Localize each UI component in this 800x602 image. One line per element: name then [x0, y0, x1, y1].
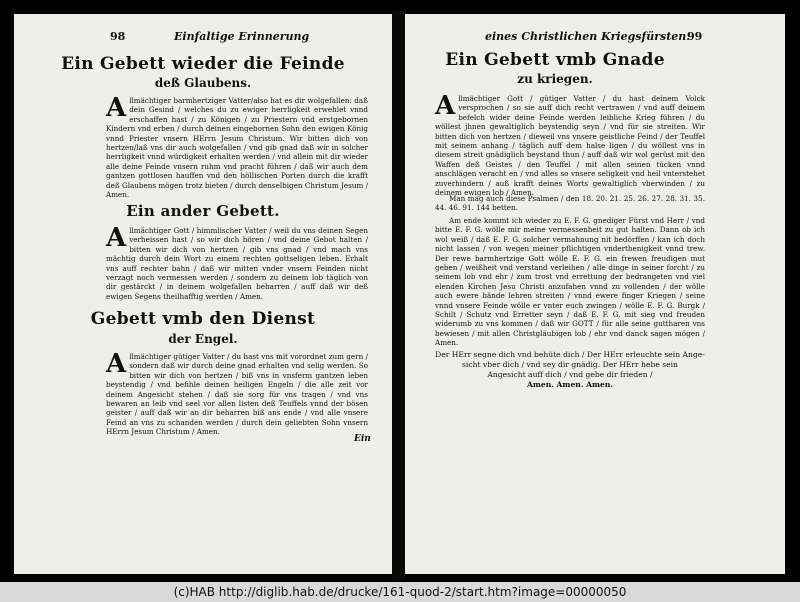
attribution-footer: (c)HAB http://diglib.hab.de/drucke/161-quod-2/start.htm?image=00000050	[0, 582, 800, 602]
prayer1-subtitle: deß Glaubens.	[154, 76, 252, 90]
blessing-line-3: Angesicht auff dich / vnd gebe dir frieden /	[487, 370, 653, 379]
psalms-note: Man mag auch diese Psalmen / den 18. 20. 21. 25. 26. 27. 28. 31. 35. 44. 46. 91. 144 betten.	[435, 194, 705, 213]
prayer1-text: llmächtiger barmhertziger Vatter/also hat es dir wolgefallen: daß dein Gesind / welches du zu ewiger herrligkeit erwehlet vnnd erschaffen hast / zu Königen / zu Priestern vnd erstgebornen Kindern vnd erben / durch deinen eingebornen Sohn den ewigen König vnnd Priester vnsern HErrn Jesum Christum. Wir bitten dich von hertzen/laß vns dir auch wolgefallen / vnd gib gnad daß wir in solcher herrligkeit vnnd würdigkeit erhalten werden / vnd allein mit dir wieder alle deine Feinde vnsern ruhm vnd pracht führen / daß wir auch dem gantzen gottlosen hauffen vnd den höllischen Porten durch die krafft deß Glaubens mögen trotz bieten / durch denselbigen Christum Jesum / Amen.	[106, 96, 368, 200]
blessing-line-4: Amen. Amen. Amen.	[526, 380, 614, 389]
prayer3-title: Gebett vmb den Dienst	[90, 309, 316, 329]
blessing-line-1: Der HErr segne dich vnd behüte dich / Der HErr erleuchte sein Ange-	[435, 350, 705, 359]
prayer1-drop-cap: A	[106, 93, 127, 123]
right-prayer-body	[435, 91, 705, 198]
left-catchword: Ein	[354, 434, 371, 444]
book-gutter	[392, 10, 405, 580]
prayer2-title: Ein ander Gebett.	[126, 202, 280, 220]
right-running-head: eines Christlichen Kriegsfürsten.	[485, 30, 691, 43]
prayer1-title: Ein Gebett wieder die Feinde	[61, 54, 345, 74]
right-prayer-title: Ein Gebett vmb Gnade	[445, 50, 665, 70]
prayer1-body	[106, 93, 368, 200]
blessing	[435, 350, 705, 390]
left-page	[14, 14, 392, 574]
prayer2-text: llmächtiger Gott / himmlischer Vatter / weil du vns deinen Segen verheissen hast / so wir dich hören / vnd deine Gebot halten / bitten wir dich von hertzen / gib vns gnad / vnd mach vns mächtig durch dein Wort zu einem rechten gottseligen leben. Erhalt vns auff rechter bahn / daß wir mitten vnder vnsern Feinden nicht verzagt noch vermessen werden / sondern zu deinem lob täglich von dir gestärckt / in deinem wolgefallen beharren / auff daß wir deß ewigen Segens theilhafftig werden / Amen.	[106, 226, 368, 301]
right-page-number: 99	[687, 30, 703, 43]
prayer3-text: llmächtiger gütiger Vatter / du hast vns mit vorordnet zum gern / sondern daß wir durch deine gnad erhalten vnd selig werden. So bitten wir dich von hertzen / biß vns in vnsferm gantzen leben beystendig / vnd befihle deinen heiligen Engeln / die alle zeit vor deinem Angesicht stehen / daß sie sorg für vns tragen / vnd vns bewaren an leib vnd seel vor allen listen deß Teuffels vnnd der bösen geister / auff daß wir an dir beharren biß ans ende / vnd alle vnsere Feind an vns zu schanden werden / durch dein geliebten Sohn vnsern HErrn Jesum Christum / Amen.	[106, 352, 368, 437]
right-prayer-subtitle: zu kriegen.	[517, 72, 593, 86]
left-running-head: Einfaltige Erinnerung	[174, 30, 310, 43]
right-prayer-drop-cap: A	[435, 91, 456, 121]
prayer3-subtitle: der Engel.	[168, 332, 238, 346]
prayer3-drop-cap: A	[106, 349, 127, 379]
closing-body: Am ende kommt ich wieder zu E. F. G. gnediger Fürst vnd Herr / vnd bitte E. F. G. wölle mir meine vermessenheit zu gut halten. Dann ob ich wol weiß / daß E. F. G. solcher vermahnung nit bedörffen / kan ich doch nicht lassen / von wegen meiner pflichtigen vnderthenigkeit vnnd trew. Der rewe barmhertzige Gott wölle E. F. G. ein frewen freudigen mut geben / weißheit vnd verstand verleihen / alle dinge in seiner forcht / zu seinem lob vnd ehr / zum trost vnd errettung der bedrangeten vnd viel elenden Kirchen Jesu Christi anzufahen vnnd zu vollenden / der wölle auch ewere hände lehren streiten / vnnd ewere finger Kriegen / seine vnnd vnsere Feinde wölle er vnter euch zwingen / wölle E. F. G. Burgk / Schilt / Schutz vnd Erretter seyn / daß E. F. G. mit sieg vnd freuden widerumb zu vns kommen / daß wir GOTT / für alle seine guttharen vns bewiesen / mit allen Christgläubigen lob / ehr vnd danck sagen mögen / Amen.	[435, 216, 705, 348]
prayer2-body	[106, 223, 368, 301]
blessing-line-2: sicht vber dich / vnd sey dir gnädig. Der HErr hebe sein	[462, 360, 678, 369]
right-prayer-text: llmächtiger Gott / gütiger Vatter / du hast deinem Volck versprochen / so sie auff dich recht vertrawen / vnd auff deinem befelch wider deine Feinde werden leibliche Krieg führen / du wöllest jhnen gewaltiglich beystendig seyn / vnd für sie streiten. Wir bitten dich von hertzen / dieweil vns vnsere geistliche Feind / der Teuffel mit seinem anhang / täglich auff dem halse ligen / du wöllest vns in diesem streit gnädiglich beystand thun / auff daß wir wol gerüst mit den Waffen deß Geistes / den Teuffel / mit allen seinen tücken vnnd anschlägen veracht en / vnd alles so vnsere seligkeit vnd heil vnterstehet zuverhindern / auß krafft deines Worts gewaltiglich vberwinden / zu deinem ewigen lob / Amen.	[435, 94, 705, 198]
prayer2-drop-cap: A	[106, 223, 127, 253]
prayer3-body	[106, 349, 368, 437]
left-page-number: 98	[110, 30, 126, 43]
right-page	[405, 14, 785, 574]
